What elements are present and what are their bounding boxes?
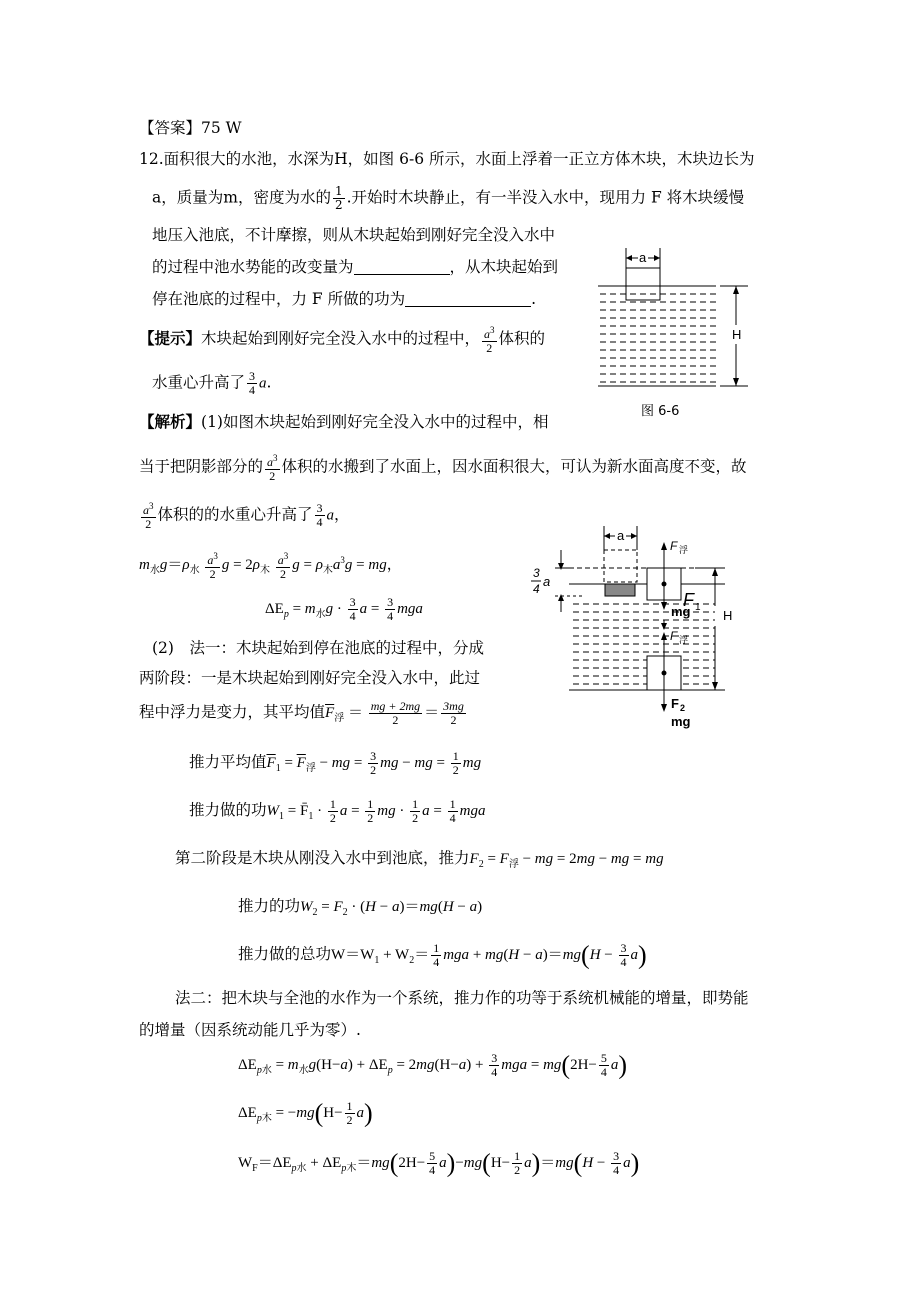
method2-line-1: 法二：把木块与全池的水作为一个系统，推力作的功等于系统机械能的增量，即势能 bbox=[175, 989, 749, 1007]
shaded-water bbox=[605, 584, 635, 596]
equation-wf: $W_F=\Delta E_{p水} + \Delta E_{p木}=mg(2H-$ $\frac{5}{4}$ a)−mg(H− $\frac{1}{2}$ a)＝mg(H − $\frac{3}{4}$ a) bbox=[238, 1148, 640, 1178]
fig2-label-F1: F bbox=[683, 590, 694, 610]
fraction-a3-over-2: $\frac{a^3}{2}$ bbox=[143, 501, 154, 531]
analysis-figure bbox=[525, 522, 775, 732]
fig2-label-mg2: mg bbox=[671, 714, 691, 729]
hint-line-2: 水重心升高了 $\frac{3}{4}$ a. bbox=[152, 369, 272, 397]
question-line-2a: a，质量为m，密度为水的 bbox=[152, 188, 331, 207]
fig2-label-34a-n: 3 bbox=[533, 566, 540, 580]
fig2-label-ffu-top: F bbox=[670, 539, 678, 553]
equation-delta-ep: $\Delta E_p = m_水g$ · $\frac{3}{4}$ a = $\frac{3}{4}$ mga bbox=[265, 595, 423, 623]
fig1-label-H: H bbox=[732, 327, 742, 342]
equation-mass-water: $m_水g=\rho_水$ $\frac{a^3}{2}$ $g = 2\rho_木$ $\frac{a^3}{2}$ $g = \rho_木a^3g$ = mg， bbox=[139, 551, 402, 582]
hint-line-1 bbox=[139, 324, 545, 355]
hint-text-3: 水重心升高了 bbox=[152, 373, 246, 392]
stage2-text: 第二阶段是木块从刚没入水中到池底，推力 bbox=[175, 849, 470, 867]
push-work2-label: 推力的功 bbox=[238, 897, 301, 915]
method2-line-2: 的增量（因系统动能几乎为零）. bbox=[139, 1021, 361, 1039]
push-work-label: 推力做的功 bbox=[189, 800, 267, 819]
push-total-line: 推力做的总功$W=W_1 + W_2=$ $\frac{1}{4}$ mga + mg(H − a)＝mg(H − $\frac{3}{4}$ a) bbox=[238, 940, 647, 970]
hint-text-2: 体积的 bbox=[498, 329, 546, 348]
fig2-label-F2: F bbox=[671, 696, 679, 711]
analysis-text-2b: 体积的水搬到了水面上，因水面积很大，可认为新水面高度不变，故 bbox=[281, 457, 747, 476]
question-line-2b: .开始时木块静止，有一半没入水中，现用力 F 将木块缓慢 bbox=[346, 188, 745, 207]
stage2-line: 第二阶段是木块从刚没入水中到池底，推力$F_2 = F_浮$ − mg = 2mg − mg = mg bbox=[175, 849, 664, 870]
push-work-line: 推力做的功$W_1$ = $F̄_1$ · $\frac{1}{2}$ a = $\frac{1}{2}$ mg · $\frac{1}{2}$ a = $\frac{1}{4}$ mga bbox=[189, 797, 486, 825]
figure-caption: 图 6-6 bbox=[641, 404, 680, 419]
water-hatch bbox=[600, 294, 716, 382]
answer-line: 【答案】75 W bbox=[139, 119, 242, 137]
push-total-label: 推力做的总功 bbox=[238, 944, 332, 963]
analysis-text-2a: 当于把阴影部分的 bbox=[139, 457, 264, 476]
fraction-one-half: $\frac{1}{2}$ bbox=[334, 184, 343, 212]
fig2-label-34a-a: a bbox=[543, 574, 551, 589]
part2-line-3: 程中浮力是变力，其平均值$\overline{F}_浮$ ＝ $\frac{mg + 2mg}{2}$ ＝ $\frac{3mg}{2}$ bbox=[139, 699, 464, 727]
analysis-label: 【解析】 bbox=[139, 412, 202, 431]
hint-label: 【提示】 bbox=[139, 328, 202, 348]
fraction-a3-over-2: $\frac{a^3}{2}$ bbox=[267, 453, 278, 483]
question-line-5 bbox=[152, 289, 536, 309]
part2-line-1: (2) 法一：木块起始到停在池底的过程中，分成 bbox=[152, 639, 484, 657]
analysis-line-1 bbox=[139, 412, 548, 432]
water-hatch-2 bbox=[573, 604, 715, 684]
hint-text-1: 木块起始到刚好完全没入水中的过程中， bbox=[201, 329, 481, 348]
analysis-line-3: $\frac{a^3}{2}$ 体积的的水重心升高了 $\frac{3}{4}$ a， bbox=[143, 501, 350, 531]
question-line-4a: 的过程中池水势能的改变量为 bbox=[152, 258, 354, 276]
analysis-text-3a: 体积的的水重心升高了 bbox=[157, 505, 313, 524]
fig2-label-F2-sub: 2 bbox=[680, 703, 686, 713]
push-average-line: 推力平均值$\overline{F}_1 = \overline{F}_浮$ − mg = $\frac{3}{2}$ mg − mg = $\frac{1}{2}$ mg bbox=[189, 749, 482, 777]
fig2-label-34a-d: 4 bbox=[533, 582, 540, 596]
question-line-5a: 停在池底的过程中，力 F 所做的功为 bbox=[152, 290, 406, 308]
question-line-4 bbox=[152, 257, 558, 277]
fig2-label-fu-bottom: 浮 bbox=[679, 635, 689, 645]
analysis-text-1: (1)如图木块起始到刚好完全没入水中的过程中，相 bbox=[201, 413, 549, 431]
fraction-a3-over-2: $\frac{a^3}{2}$ bbox=[484, 325, 495, 355]
question-line-2 bbox=[152, 185, 744, 212]
part2-line-2: 两阶段：一是木块起始到刚好完全没入水中，此过 bbox=[139, 669, 481, 687]
fig2-label-mg1: mg bbox=[671, 604, 691, 619]
push-work2-line: 推力的功$W_2 = F_2 \cdot (H - a)=mg(H - a)$ bbox=[238, 897, 483, 918]
fraction-three-quarters: $\frac{3}{4}$ bbox=[316, 501, 323, 529]
fig2-label-H: H bbox=[723, 608, 733, 623]
fig1-label-a: a bbox=[639, 250, 647, 265]
question-line-4b: ，从木块起始到 bbox=[449, 258, 559, 276]
equation-ep-water: $\Delta E_{p水} = m_水g(H-a) + \Delta E_p = 2mg(H-a)$ + $\frac{3}{4}$ mga = mg(2H− $\frac{5}{4}$ a) bbox=[238, 1050, 628, 1080]
part2-text-3: 程中浮力是变力，其平均值 bbox=[139, 702, 326, 721]
fraction-three-quarters: $\frac{3}{4}$ bbox=[249, 369, 256, 397]
equation-ep-wood: $\Delta E_{p木} = -mg(H-$ $\frac{1}{2}$ a) bbox=[238, 1098, 373, 1128]
fig2-label-fu-top: 浮 bbox=[679, 545, 689, 555]
fig2-label-ffu-bottom: F bbox=[670, 629, 678, 643]
question-line-3: 地压入池底，不计摩擦，则从木块起始到刚好完全没入水中 bbox=[152, 226, 556, 244]
question-line-1: 12.面积很大的水池，水深为H，如图 6-6 所示，水面上浮着一正立方体木块，木块边长为 bbox=[139, 150, 755, 168]
fig2-label-F1-sub: 1 bbox=[695, 602, 701, 613]
wood-block bbox=[626, 268, 660, 300]
push-average-label: 推力平均值 bbox=[189, 752, 267, 771]
question-line-5b: . bbox=[531, 290, 537, 308]
fig2-label-a: a bbox=[617, 528, 625, 543]
answer-blank-2[interactable] bbox=[405, 292, 531, 307]
analysis-line-2 bbox=[139, 452, 747, 483]
answer-blank-1[interactable] bbox=[354, 260, 450, 275]
